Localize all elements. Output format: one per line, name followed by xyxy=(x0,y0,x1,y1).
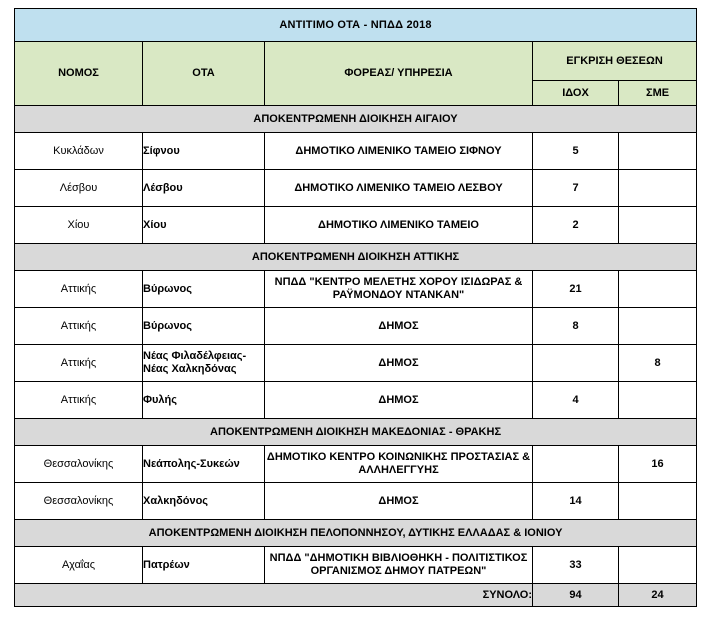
table-row xyxy=(15,207,697,244)
region-title: ΑΠΟΚΕΝΤΡΩΜΕΝΗ ΔΙΟΙΚΗΣΗ ΜΑΚΕΔΟΝΙΑΣ - ΘΡΑΚΗΣ xyxy=(15,419,697,446)
column-header-nomos: ΝΟΜΟΣ xyxy=(15,42,143,106)
cell-foreas: ΝΠΔΔ "ΚΕΝΤΡΟ ΜΕΛΕΤΗΣ ΧΟΡΟΥ ΙΣΙΔΩΡΑΣ & ΡΑΫΜΟΝΔΟΥ ΝΤΑΝΚΑΝ" xyxy=(265,271,533,308)
cell-idox: 33 xyxy=(533,547,619,584)
cell-idox xyxy=(533,446,619,483)
cell-nomos: Αττικής xyxy=(15,382,143,419)
cell-idox: 21 xyxy=(533,271,619,308)
cell-sme xyxy=(619,382,697,419)
cell-foreas: ΝΠΔΔ "ΔΗΜΟΤΙΚΗ ΒΙΒΛΙΟΘΗΚΗ - ΠΟΛΙΤΙΣΤΙΚΟΣ ΟΡΓΑΝΙΣΜΟΣ ΔΗΜΟΥ ΠΑΤΡΕΩΝ" xyxy=(265,547,533,584)
total-sme: 24 xyxy=(619,584,697,607)
document-title: ΑΝΤΙΤΙΜΟ ΟΤΑ - ΝΠΔΔ 2018 xyxy=(15,9,697,42)
cell-ota: Λέσβου xyxy=(143,170,265,207)
cell-foreas: ΔΗΜΟΤΙΚΟ ΛΙΜΕΝΙΚΟ ΤΑΜΕΙΟ ΣΙΦΝΟΥ xyxy=(265,133,533,170)
cell-sme xyxy=(619,133,697,170)
total-row xyxy=(15,584,697,607)
table-row xyxy=(15,483,697,520)
table-header-row-main xyxy=(15,42,697,81)
table-row xyxy=(15,345,697,382)
table-row xyxy=(15,547,697,584)
cell-nomos: Κυκλάδων xyxy=(15,133,143,170)
cell-foreas: ΔΗΜΟΣ xyxy=(265,308,533,345)
column-header-foreas: ΦΟΡΕΑΣ/ ΥΠΗΡΕΣΙΑ xyxy=(265,42,533,106)
cell-ota: Φυλής xyxy=(143,382,265,419)
cell-sme xyxy=(619,308,697,345)
cell-nomos: Αττικής xyxy=(15,345,143,382)
cell-nomos: Αττικής xyxy=(15,308,143,345)
cell-nomos: Θεσσαλονίκης xyxy=(15,483,143,520)
cell-nomos: Χίου xyxy=(15,207,143,244)
region-title: ΑΠΟΚΕΝΤΡΩΜΕΝΗ ΔΙΟΙΚΗΣΗ ΠΕΛΟΠΟΝΝΗΣΟΥ, ΔΥΤΙΚΗΣ ΕΛΛΑΔΑΣ & ΙΟΝΙΟΥ xyxy=(15,520,697,547)
cell-sme xyxy=(619,170,697,207)
cell-sme xyxy=(619,207,697,244)
cell-foreas: ΔΗΜΟΤΙΚΟ ΛΙΜΕΝΙΚΟ ΤΑΜΕΙΟ ΛΕΣΒΟΥ xyxy=(265,170,533,207)
cell-ota: Πατρέων xyxy=(143,547,265,584)
table-row xyxy=(15,446,697,483)
region-header-row xyxy=(15,520,697,547)
cell-nomos: Αχαΐας xyxy=(15,547,143,584)
cell-sme xyxy=(619,271,697,308)
column-header-sme: ΣΜΕ xyxy=(619,81,697,106)
cell-idox: 5 xyxy=(533,133,619,170)
cell-ota: Σίφνου xyxy=(143,133,265,170)
table-row xyxy=(15,308,697,345)
table-row xyxy=(15,382,697,419)
column-header-idox: ΙΔΟΧ xyxy=(533,81,619,106)
cell-sme: 8 xyxy=(619,345,697,382)
cell-ota: Χίου xyxy=(143,207,265,244)
cell-sme: 16 xyxy=(619,446,697,483)
cell-foreas: ΔΗΜΟΣ xyxy=(265,483,533,520)
cell-foreas: ΔΗΜΟΤΙΚΟ ΛΙΜΕΝΙΚΟ ΤΑΜΕΙΟ xyxy=(265,207,533,244)
region-header-row xyxy=(15,419,697,446)
cell-nomos: Αττικής xyxy=(15,271,143,308)
cell-nomos: Λέσβου xyxy=(15,170,143,207)
cell-foreas: ΔΗΜΟΣ xyxy=(265,382,533,419)
cell-foreas: ΔΗΜΟΣ xyxy=(265,345,533,382)
cell-ota: Χαλκηδόνος xyxy=(143,483,265,520)
cell-idox: 8 xyxy=(533,308,619,345)
cell-ota: Νεάπολης-Συκεών xyxy=(143,446,265,483)
cell-idox: 14 xyxy=(533,483,619,520)
region-header-row xyxy=(15,244,697,271)
cell-ota: Βύρωνος xyxy=(143,308,265,345)
cell-idox: 2 xyxy=(533,207,619,244)
cell-ota: Βύρωνος xyxy=(143,271,265,308)
total-label: ΣΥΝΟΛΟ: xyxy=(15,584,533,607)
table-row xyxy=(15,170,697,207)
spreadsheet-sheet xyxy=(0,8,712,620)
column-header-ota: ΟΤΑ xyxy=(143,42,265,106)
cell-nomos: Θεσσαλονίκης xyxy=(15,446,143,483)
region-title: ΑΠΟΚΕΝΤΡΩΜΕΝΗ ΔΙΟΙΚΗΣΗ ΑΤΤΙΚΗΣ xyxy=(15,244,697,271)
cell-idox xyxy=(533,345,619,382)
cell-idox: 4 xyxy=(533,382,619,419)
total-idox: 94 xyxy=(533,584,619,607)
cell-foreas: ΔΗΜΟΤΙΚΟ ΚΕΝΤΡΟ ΚΟΙΝΩΝΙΚΗΣ ΠΡΟΣΤΑΣΙΑΣ & ΑΛΛΗΛΕΓΓΥΗΣ xyxy=(265,446,533,483)
column-header-approval: ΕΓΚΡΙΣΗ ΘΕΣΕΩΝ xyxy=(533,42,697,81)
table-title-row xyxy=(15,9,697,42)
cell-sme xyxy=(619,483,697,520)
cell-sme xyxy=(619,547,697,584)
region-title: ΑΠΟΚΕΝΤΡΩΜΕΝΗ ΔΙΟΙΚΗΣΗ ΑΙΓΑΙΟΥ xyxy=(15,106,697,133)
cell-idox: 7 xyxy=(533,170,619,207)
ota-npdd-table xyxy=(14,8,697,607)
cell-ota: Νέας Φιλαδέλφειας- Νέας Χαλκηδόνας xyxy=(143,345,265,382)
table-row xyxy=(15,271,697,308)
region-header-row xyxy=(15,106,697,133)
table-row xyxy=(15,133,697,170)
